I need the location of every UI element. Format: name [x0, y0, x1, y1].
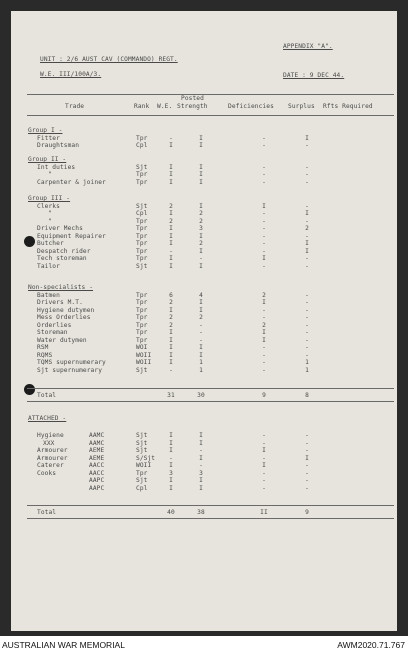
- cell-we: -: [169, 454, 173, 462]
- cell-posted: I: [199, 477, 203, 484]
- cell-deficiency: -: [262, 306, 266, 314]
- row-trade: RSM: [37, 344, 49, 352]
- cell-rank: Tpr: [136, 240, 148, 248]
- cell-deficiency: I: [262, 255, 266, 263]
- cell-rank: Sjt: [136, 439, 148, 447]
- cell-posted: 1: [199, 359, 203, 367]
- cell-surplus: -: [305, 484, 309, 492]
- cell-surplus: -: [305, 217, 309, 225]
- we-reference: W.E. III/100A/3.: [40, 71, 102, 78]
- total-deficiencies: 9: [262, 392, 266, 399]
- cell-posted: I: [199, 299, 203, 307]
- footer-institution: AUSTRALIAN WAR MEMORIAL: [2, 640, 125, 650]
- cell-posted: I: [199, 171, 203, 179]
- cell-surplus: -: [305, 171, 309, 179]
- row-trade: Clerks: [37, 203, 60, 210]
- cell-we: I: [169, 351, 173, 359]
- cell-posted: 3: [199, 469, 203, 477]
- cell-rank: Cpl: [136, 484, 148, 492]
- cell-rank: Tpr: [136, 299, 148, 307]
- cell-surplus: -: [305, 314, 309, 322]
- cell-rank: WOII: [136, 462, 152, 469]
- cell-posted: -: [199, 329, 203, 337]
- cell-we: I: [169, 232, 173, 240]
- cell-deficiency: I: [262, 336, 266, 344]
- cell-deficiency: -: [262, 210, 266, 218]
- cell-posted: -: [199, 321, 203, 329]
- cell-surplus: -: [305, 164, 309, 171]
- cell-posted: -: [199, 447, 203, 454]
- cell-surplus: -: [305, 306, 309, 314]
- cell-posted: I: [199, 203, 203, 210]
- table-rule: [27, 401, 394, 402]
- row-trade: Hygiene dutymen: [37, 306, 95, 314]
- cell-deficiency: -: [262, 225, 266, 233]
- cell-we: I: [169, 225, 173, 233]
- cell-we: I: [169, 142, 173, 150]
- cell-we: -: [169, 247, 173, 255]
- cell-deficiency: -: [262, 217, 266, 225]
- row-trade: Driver Mechs: [37, 225, 83, 233]
- cell-posted: I: [199, 178, 203, 186]
- cell-deficiency: -: [262, 171, 266, 179]
- cell-posted: I: [199, 164, 203, 171]
- cell-deficiency: -: [262, 439, 266, 447]
- cell-we: I: [169, 344, 173, 352]
- cell-we: I: [169, 210, 173, 218]
- table-rule: [27, 94, 394, 95]
- col-strength: Strength: [177, 103, 208, 110]
- footer-accession-number: AWM2020.71.767: [337, 640, 405, 650]
- cell-surplus: -: [305, 329, 309, 337]
- cell-deficiency: -: [262, 432, 266, 439]
- row-trade: Armourer: [37, 447, 68, 454]
- punch-hole: [24, 236, 35, 247]
- cell-rank: Sjt: [136, 262, 148, 270]
- col-trade: Trade: [65, 103, 85, 110]
- cell-posted: 3: [199, 225, 203, 233]
- row-trade: Tech storeman: [37, 255, 87, 263]
- row-trade: Tailor: [37, 262, 60, 270]
- row-trade: Int duties: [37, 164, 76, 171]
- row-trade: RQMS: [37, 351, 53, 359]
- total-we: 40: [167, 509, 175, 516]
- cell-we: I: [169, 171, 173, 179]
- cell-we: I: [169, 477, 173, 484]
- col-we: W.E.: [157, 103, 173, 110]
- cell-posted: -: [199, 336, 203, 344]
- row-corps: AEME: [89, 447, 105, 454]
- row-corps: AAPC: [89, 484, 105, 492]
- cell-rank: Tpr: [136, 469, 148, 477]
- cell-rank: Sjt: [136, 203, 148, 210]
- cell-surplus: -: [305, 255, 309, 263]
- cell-surplus: -: [305, 203, 309, 210]
- cell-deficiency: 2: [262, 321, 266, 329]
- row-trade: Draughtsman: [37, 142, 80, 150]
- cell-rank: Sjt: [136, 432, 148, 439]
- cell-rank: Tpr: [136, 217, 148, 225]
- cell-posted: 2: [199, 314, 203, 322]
- cell-surplus: -: [305, 469, 309, 477]
- row-trade: Equipment Repairer: [37, 232, 106, 240]
- total-label: Total: [37, 392, 57, 399]
- cell-we: 2: [169, 314, 173, 322]
- attached-heading: ATTACHED -: [28, 415, 67, 422]
- total-we: 31: [167, 392, 175, 399]
- group-heading: Group III -: [28, 195, 71, 202]
- cell-rank: Sjt: [136, 477, 148, 484]
- cell-rank: Tpr: [136, 314, 148, 322]
- cell-posted: I: [199, 262, 203, 270]
- cell-deficiency: -: [262, 477, 266, 484]
- cell-deficiency: -: [262, 262, 266, 270]
- cell-surplus: 2: [305, 225, 309, 233]
- cell-rank: WOII: [136, 351, 152, 359]
- cell-we: I: [169, 178, 173, 186]
- col-surplus: Surplus: [288, 103, 315, 110]
- cell-rank: WOI: [136, 344, 148, 352]
- cell-posted: I: [199, 439, 203, 447]
- cell-we: I: [169, 432, 173, 439]
- cell-rank: S/Sjt: [136, 454, 156, 462]
- cell-we: I: [169, 306, 173, 314]
- col-posted: Posted: [181, 95, 204, 102]
- cell-surplus: -: [305, 178, 309, 186]
- cell-surplus: I: [305, 247, 309, 255]
- cell-rank: Sjt: [136, 366, 148, 374]
- cell-deficiency: 2: [262, 292, 266, 299]
- cell-rank: Tpr: [136, 255, 148, 263]
- cell-deficiency: I: [262, 329, 266, 337]
- cell-deficiency: -: [262, 178, 266, 186]
- table-rule: [27, 518, 394, 519]
- row-corps: AAMC: [89, 432, 105, 439]
- cell-rank: Tpr: [136, 247, 148, 255]
- cell-we: 2: [169, 217, 173, 225]
- cell-we: I: [169, 255, 173, 263]
- cell-posted: I: [199, 344, 203, 352]
- cell-surplus: -: [305, 292, 309, 299]
- cell-surplus: -: [305, 344, 309, 352]
- cell-surplus: -: [305, 142, 309, 150]
- row-trade: Batmen: [37, 292, 60, 299]
- cell-posted: 2: [199, 217, 203, 225]
- table-rule: [27, 505, 394, 506]
- cell-we: 3: [169, 469, 173, 477]
- row-trade: Sjt supernumerary: [37, 366, 103, 374]
- cell-we: -: [169, 135, 173, 142]
- total-surplus: 8: [305, 392, 309, 399]
- cell-posted: I: [199, 484, 203, 492]
- col-deficiencies: Deficiencies: [228, 103, 274, 110]
- row-trade: Mess Orderlies: [37, 314, 91, 322]
- row-corps: AEME: [89, 454, 105, 462]
- cell-deficiency: -: [262, 247, 266, 255]
- cell-we: I: [169, 240, 173, 248]
- cell-deficiency: -: [262, 240, 266, 248]
- cell-we: I: [169, 447, 173, 454]
- cell-surplus: -: [305, 351, 309, 359]
- cell-rank: Tpr: [136, 329, 148, 337]
- table-rule: [27, 115, 394, 116]
- cell-deficiency: -: [262, 469, 266, 477]
- cell-rank: Sjt: [136, 164, 148, 171]
- total-posted: 38: [197, 509, 205, 516]
- cell-deficiency: -: [262, 142, 266, 150]
- row-trade: Storeman: [37, 329, 68, 337]
- row-trade: Cooks: [37, 469, 57, 477]
- cell-surplus: -: [305, 232, 309, 240]
- row-trade: Butcher: [37, 240, 64, 248]
- cell-posted: I: [199, 232, 203, 240]
- cell-deficiency: -: [262, 454, 266, 462]
- row-corps: AAMC: [89, 439, 105, 447]
- cell-posted: I: [199, 135, 203, 142]
- cell-rank: Cpl: [136, 142, 148, 150]
- row-corps: AAPC: [89, 477, 105, 484]
- cell-posted: I: [199, 351, 203, 359]
- unit-line: UNIT : 2/6 AUST CAV (COMMANDO) REGT.: [40, 56, 178, 63]
- cell-posted: I: [199, 306, 203, 314]
- cell-surplus: -: [305, 299, 309, 307]
- cell-rank: Tpr: [136, 321, 148, 329]
- cell-posted: 4: [199, 292, 203, 299]
- punch-hole: [24, 384, 35, 395]
- cell-surplus: 1: [305, 366, 309, 374]
- col-rfts: Rfts Required: [323, 103, 373, 110]
- cell-deficiency: -: [262, 366, 266, 374]
- cell-surplus: -: [305, 447, 309, 454]
- cell-posted: 1: [199, 366, 203, 374]
- col-rank: Rank: [134, 103, 150, 110]
- row-trade: ": [48, 210, 52, 218]
- cell-deficiency: -: [262, 314, 266, 322]
- cell-posted: 2: [199, 210, 203, 218]
- cell-deficiency: I: [262, 299, 266, 307]
- total-label: Total: [37, 509, 57, 516]
- cell-we: I: [169, 164, 173, 171]
- row-corps: AACC: [89, 469, 105, 477]
- total-posted: 30: [197, 392, 205, 399]
- cell-surplus: -: [305, 432, 309, 439]
- group-heading: Group II -: [28, 156, 67, 163]
- cell-rank: Tpr: [136, 135, 148, 142]
- cell-surplus: -: [305, 462, 309, 469]
- row-trade: Water dutymen: [37, 336, 87, 344]
- total-surplus: 9: [305, 509, 309, 516]
- cell-surplus: -: [305, 336, 309, 344]
- cell-rank: Tpr: [136, 178, 148, 186]
- cell-surplus: -: [305, 439, 309, 447]
- cell-surplus: I: [305, 210, 309, 218]
- cell-rank: Tpr: [136, 232, 148, 240]
- row-trade: Carpenter & joiner: [37, 178, 106, 186]
- cell-rank: Tpr: [136, 336, 148, 344]
- row-trade: ": [48, 171, 52, 179]
- cell-we: 2: [169, 299, 173, 307]
- cell-surplus: I: [305, 135, 309, 142]
- cell-posted: -: [199, 462, 203, 469]
- cell-surplus: -: [305, 477, 309, 484]
- cell-posted: I: [199, 142, 203, 150]
- cell-we: I: [169, 336, 173, 344]
- row-trade: Armourer: [37, 454, 68, 462]
- group-heading: Group I -: [28, 127, 63, 134]
- cell-rank: Tpr: [136, 225, 148, 233]
- row-trade: Orderlies: [37, 321, 72, 329]
- row-trade: Drivers M.T.: [37, 299, 83, 307]
- cell-we: I: [169, 462, 173, 469]
- group-heading: Non-specialists -: [28, 284, 94, 291]
- row-trade: TQMS supernumerary: [37, 359, 106, 367]
- cell-we: I: [169, 329, 173, 337]
- cell-we: I: [169, 262, 173, 270]
- row-trade: Hygiene: [37, 432, 64, 439]
- row-trade: ": [48, 217, 52, 225]
- table-rule: [27, 388, 394, 389]
- cell-rank: Cpl: [136, 210, 148, 218]
- cell-rank: Tpr: [136, 306, 148, 314]
- cell-surplus: I: [305, 240, 309, 248]
- cell-rank: Tpr: [136, 171, 148, 179]
- cell-rank: Tpr: [136, 292, 148, 299]
- cell-posted: -: [199, 255, 203, 263]
- cell-deficiency: -: [262, 351, 266, 359]
- cell-we: 2: [169, 203, 173, 210]
- row-trade: XXX: [43, 439, 55, 447]
- cell-we: I: [169, 359, 173, 367]
- cell-deficiency: -: [262, 135, 266, 142]
- appendix-label: APPENDIX "A".: [283, 43, 333, 50]
- cell-deficiency: I: [262, 203, 266, 210]
- cell-deficiency: -: [262, 359, 266, 367]
- cell-deficiency: -: [262, 164, 266, 171]
- cell-surplus: -: [305, 321, 309, 329]
- cell-we: I: [169, 484, 173, 492]
- cell-deficiency: -: [262, 484, 266, 492]
- cell-posted: I: [199, 247, 203, 255]
- cell-surplus: -: [305, 262, 309, 270]
- cell-posted: I: [199, 432, 203, 439]
- cell-deficiency: -: [262, 232, 266, 240]
- cell-we: 6: [169, 292, 173, 299]
- date-line: DATE : 9 DEC 44.: [283, 72, 345, 79]
- cell-posted: I: [199, 454, 203, 462]
- cell-surplus: I: [305, 454, 309, 462]
- cell-deficiency: I: [262, 447, 266, 454]
- cell-we: -: [169, 366, 173, 374]
- row-trade: Despatch rider: [37, 247, 91, 255]
- cell-rank: Sjt: [136, 447, 148, 454]
- row-trade: Caterer: [37, 462, 64, 469]
- row-trade: Fitter: [37, 135, 60, 142]
- cell-we: 2: [169, 321, 173, 329]
- cell-we: I: [169, 439, 173, 447]
- cell-posted: 2: [199, 240, 203, 248]
- row-corps: AACC: [89, 462, 105, 469]
- cell-rank: WOII: [136, 359, 152, 367]
- total-deficiencies: II: [260, 509, 268, 516]
- cell-deficiency: -: [262, 344, 266, 352]
- cell-surplus: 1: [305, 359, 309, 367]
- cell-deficiency: I: [262, 462, 266, 469]
